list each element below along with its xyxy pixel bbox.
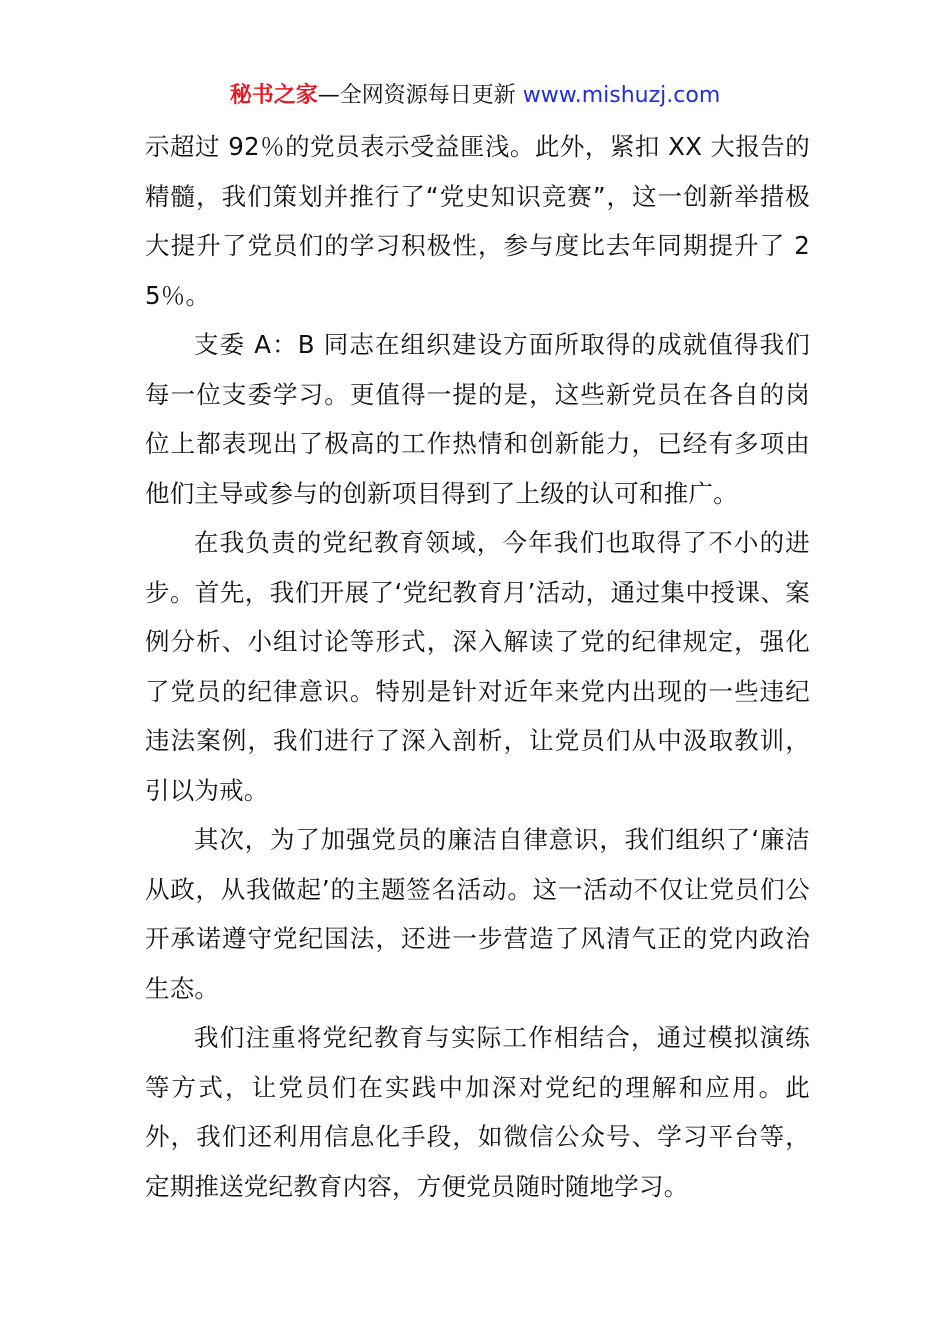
site-header	[0, 80, 950, 112]
paragraph-discipline-education: 在我负责的党纪教育领域，今年我们也取得了不小的进步。首先，我们开展了‘党纪教育月’活动，通过集中授课、案例分析、小组讨论等形式，深入解读了党的纪律规定，强化了党员的纪律意识。特别是针对近年来党内出现的一些违纪违法案例，我们进行了深入剖析，让党员们从中汲取教训，引以为戒。	[145, 528, 810, 805]
document-body	[145, 122, 810, 1211]
paragraph-committee-a: 支委 A：B 同志在组织建设方面所取得的成就值得我们每一位支委学习。更值得一提的是，这些新党员在各自的岗位上都表现出了极高的工作热情和创新能力，已经有多项由他们主导或参与的创新项目得到了上级的认可和推广。	[145, 330, 810, 508]
paragraph-practice-integration: 我们注重将党纪教育与实际工作相结合，通过模拟演练等方式，让党员们在实践中加深对党纪的理解和应用。此外，我们还利用信息化手段，如微信公众号、学习平台等，定期推送党纪教育内容，方便党员随时随地学习。	[145, 1023, 810, 1201]
site-brand: 秘书之家	[229, 83, 318, 108]
site-tagline: —全网资源每日更新	[317, 83, 523, 108]
site-url[interactable]: www.mishuzj.com	[522, 83, 721, 108]
paragraph-integrity-activity: 其次，为了加强党员的廉洁自律意识，我们组织了‘廉洁从政，从我做起’的主题签名活动。这一活动不仅让党员们公开承诺遵守党纪国法，还进一步营造了风清气正的党内政治生态。	[145, 825, 810, 1003]
paragraph-continuation: 示超过 92％的党员表示受益匪浅。此外，紧扣 XX 大报告的精髓，我们策划并推行了“党史知识竞赛”，这一创新举措极大提升了党员们的学习积极性，参与度比去年同期提升了 25％。	[145, 132, 810, 310]
